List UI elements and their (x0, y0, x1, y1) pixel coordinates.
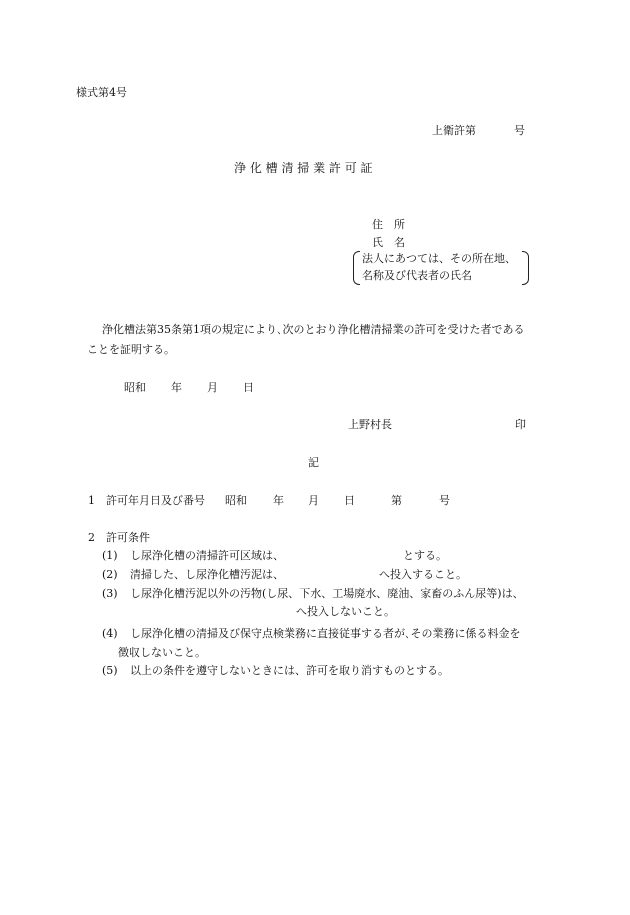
condition-number: (4) (102, 627, 118, 640)
condition-text-end: へ投入すること。 (379, 568, 467, 581)
permit-number-suffix: 号 (514, 124, 525, 137)
condition-number: (3) (102, 587, 118, 600)
address-label: 住 所 (372, 218, 405, 231)
issue-date-year: 年 (171, 381, 182, 394)
condition-number: (2) (102, 568, 118, 581)
condition-text: し尿浄化槽の清掃及び保守点検業務に直接従事する者が､その業務に係る料金を (130, 627, 521, 640)
condition-text: し尿浄化槽の清掃許可区域は、 (130, 549, 284, 562)
seal-mark: 印 (515, 418, 526, 431)
item2-label: 許可条件 (106, 531, 150, 544)
certification-text-line2: ことを証明する。 (87, 343, 175, 356)
certification-text-line1: 浄化槽法第35条第1項の規定により､次のとおり浄化槽清掃業の許可を受けた者である (102, 323, 525, 336)
item1-day: 日 (344, 494, 355, 507)
name-label: 氏 名 (372, 236, 405, 249)
condition-text-end: 徴収しないこと。 (118, 646, 206, 659)
corporate-note-line1: 法人にあつては、その所在地、 (362, 252, 516, 265)
right-bracket (522, 251, 529, 285)
ki-heading: 記 (308, 456, 319, 469)
issuer-name: 上野村長 (348, 418, 392, 431)
condition-number: (5) (102, 664, 118, 677)
document-title: 浄 化 槽 清 掃 業 許 可 証 (234, 161, 373, 175)
issue-date-era: 昭和 (124, 381, 146, 394)
form-number: 様式第4号 (76, 86, 127, 99)
permit-number-prefix: 上衛許第 (432, 124, 476, 137)
item1-label: 許可年月日及び番号 (106, 494, 205, 507)
condition-text: 清掃した、し尿浄化槽汚泥は、 (130, 568, 284, 581)
condition-text-end: とする。 (403, 549, 447, 562)
item1-number: 1 (88, 494, 95, 507)
issue-date-month: 月 (207, 381, 218, 394)
condition-text: し尿浄化槽汚泥以外の汚物(し尿、下水、工場廃水、廃油、家畜のふん尿等)は、 (130, 587, 524, 600)
condition-number: (1) (102, 549, 118, 562)
condition-text-end: へ投入しないこと。 (296, 605, 395, 618)
item1-go: 号 (439, 494, 450, 507)
item1-dai: 第 (391, 494, 402, 507)
condition-text: 以上の条件を遵守しないときには、許可を取り消すものとする。 (130, 664, 449, 677)
issue-date-day: 日 (243, 381, 254, 394)
item1-month: 月 (308, 494, 319, 507)
left-bracket (353, 251, 360, 285)
item2-number: 2 (88, 531, 95, 544)
corporate-note-line2: 名称及び代表者の氏名 (362, 269, 472, 282)
item1-era: 昭和 (225, 494, 247, 507)
item1-year: 年 (273, 494, 284, 507)
